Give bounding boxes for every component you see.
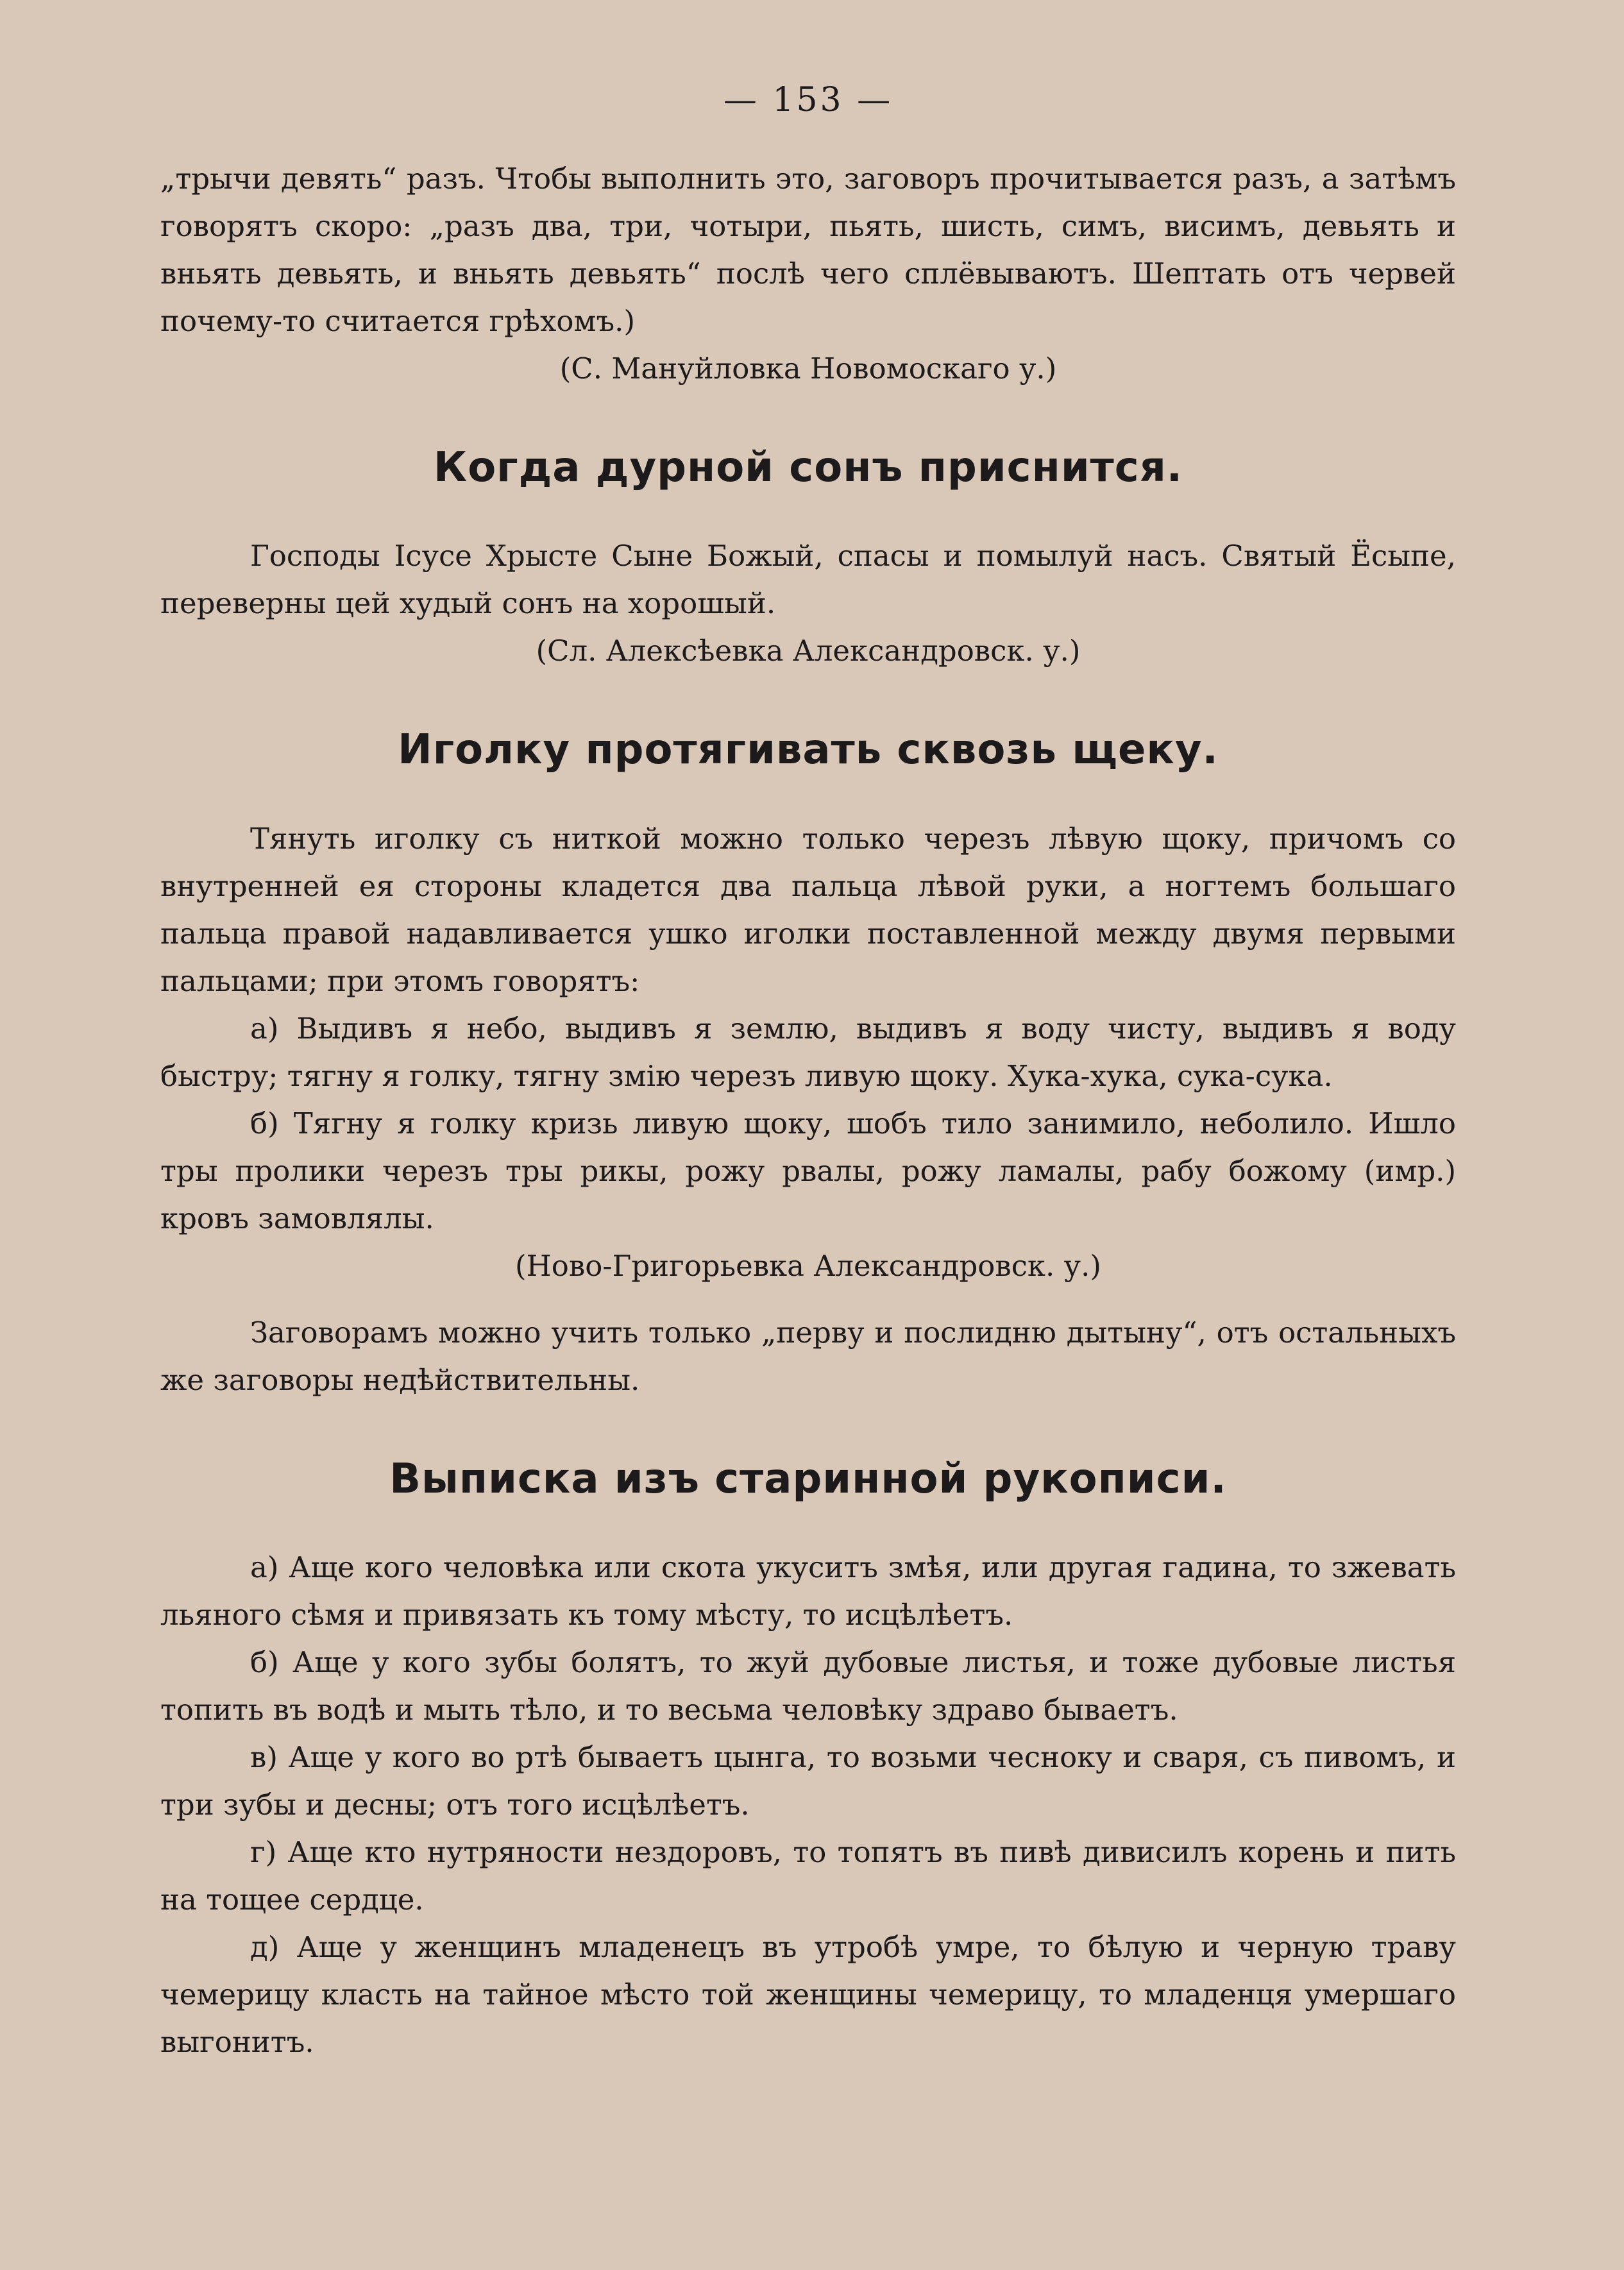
section-3-item-d: г) Аще кто нутряности нездоровъ, то топятъ въ пивѣ дивисилъ корень и пить на тощее сердце. (160, 1835, 1456, 1917)
intro-source: (С. Мануйловка Новомоскаго у.) (559, 352, 1057, 385)
section-3-item-c: в) Аще у кого во ртѣ бываетъ цынга, то возьми чесноку и сваря, съ пивомъ, и три зубы и десны; отъ того исцѣлѣетъ. (160, 1740, 1456, 1822)
book-page (160, 83, 1456, 2200)
section-2-source: (Ново-Григорьевка Александровск. у.) (515, 1248, 1101, 1283)
section-1-source: (Сл. Алексѣевка Александровск. у.) (536, 634, 1081, 668)
page-number: — 153 — (723, 81, 893, 119)
intro-paragraph: „трычи девять“ разъ. Чтобы выполнить это, заговоръ прочитывается разъ, а затѣмъ говорятъ скоро: „разъ два, три, чотыри, пьять, шисть, симъ, висимъ, девьять и вньять девьять, и вньять девьять“ послѣ чего сплёвываютъ. Шептать отъ червей почему-то считается грѣхомъ.) (160, 162, 1456, 338)
section-2-note: Заговорамъ можно учить только „перву и послидню дытыну“, отъ остальныхъ же заговоры недѣйствительны. (160, 1315, 1456, 1397)
section-1-title: Когда дурной сонъ приснится. (433, 444, 1183, 491)
section-2-item-a: а) Выдивъ я небо, выдивъ я землю, выдивъ я воду чисту, выдивъ я воду быстру; тягну я голку, тягну змію черезъ ливую щоку. Хука-хука, сука-сука. (160, 1011, 1456, 1093)
section-2-item-b: б) Тягну я голку кризь ливую щоку, шобъ тило занимило, неболило. Ишло тры пролики черезъ тры рикы, рожу рвалы, рожу ламалы, рабу божому (имр.) кровъ замовлялы. (160, 1106, 1456, 1235)
section-2-paragraph: Тянуть иголку съ ниткой можно только черезъ лѣвую щоку, причомъ со внутренней ея стороны кладется два пальца лѣвой руки, а ногтемъ большаго пальца правой надавливается ушко иголки поставленной между двумя первыми пальцами; при этомъ говорятъ: (160, 821, 1456, 998)
section-2-title: Иголку протягивать сквозь щеку. (398, 726, 1219, 774)
section-1-paragraph: Господы Iсусе Хрысте Сыне Божый, спасы и помылуй насъ. Святый Ёсыпе, переверны цей худый сонъ на хорошый. (160, 539, 1456, 621)
section-3-item-e: д) Аще у женщинъ младенецъ въ утробѣ умре, то бѣлую и черную траву чемерицу класть на тайное мѣсто той женщины чемерицу, то младенця умершаго выгонитъ. (160, 1930, 1456, 2060)
section-3-item-b: б) Аще у кого зубы болятъ, то жуй дубовые листья, и тоже дубовые листья топить въ водѣ и мыть тѣло, и то весьма человѣку здраво бываетъ. (160, 1645, 1456, 1727)
section-3-item-a: а) Аще кого человѣка или скота укуситъ змѣя, или другая гадина, то зжевать льяного сѣмя и привязать къ тому мѣсту, то исцѣлѣетъ. (160, 1550, 1456, 1632)
section-3-title: Выписка изъ старинной рукописи. (389, 1455, 1227, 1503)
